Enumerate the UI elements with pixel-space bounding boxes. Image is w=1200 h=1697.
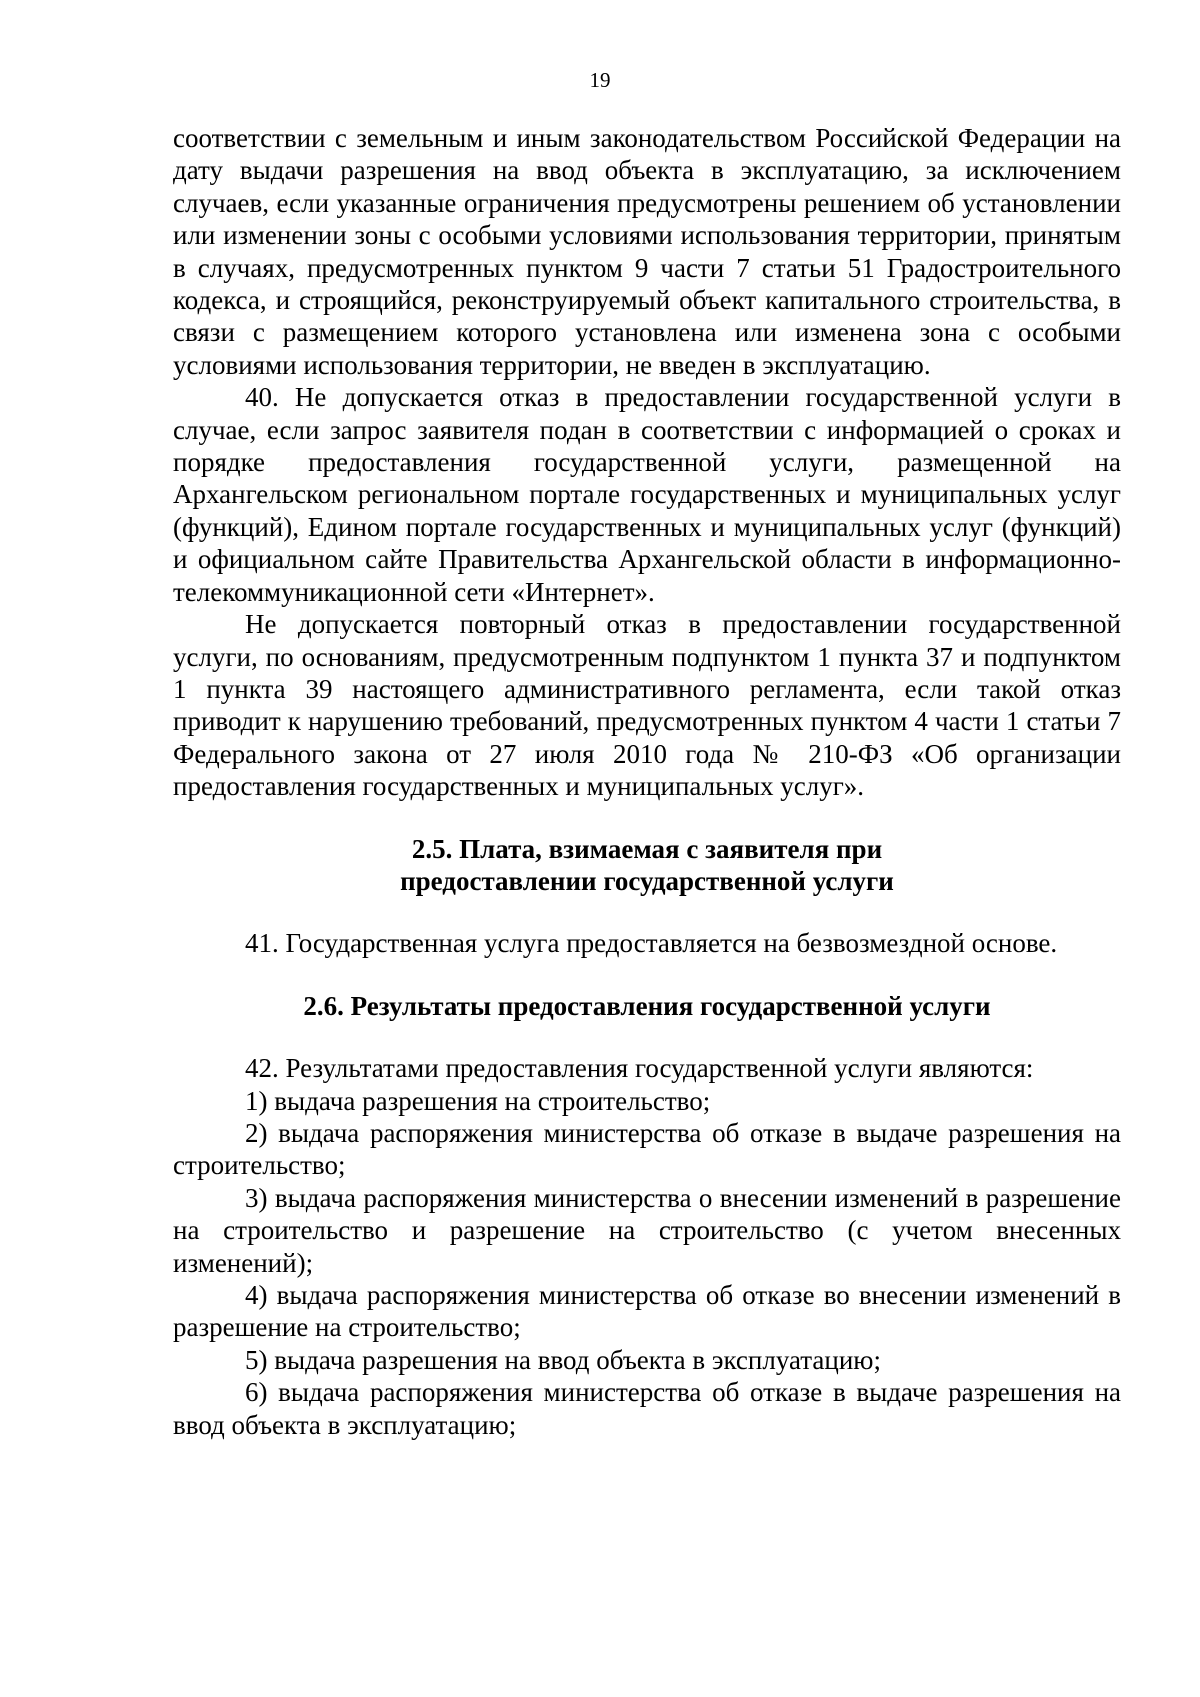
section-2-5-heading <box>173 833 1121 898</box>
paragraph-40-repeat-refusal: Не допускается повторный отказ в предоставлении государственной услуги, по основаниям, предусмотренным подпунктом 1 пункта 37 и подпунктом 1 пункта 39 настоящего административного регламента, если такой отказ приводит к нарушению требований, предусмотренных пунктом 4 части 1 статьи 7 Федерального закона от 27 июля 2010 года № 210-ФЗ «Об организации предоставления государственных и муниципальных услуг». <box>173 609 1121 802</box>
document-body <box>173 122 1121 1441</box>
result-item-5: 5) выдача разрешения на ввод объекта в эксплуатацию; <box>245 1344 881 1375</box>
result-item-1: 1) выдача разрешения на строительство; <box>245 1085 711 1116</box>
paragraph-continuation: соответствии с земельным и иным законодательством Российской Федерации на дату выдачи разрешения на ввод объекта в эксплуатацию, за исключением случаев, если указанные ограничения предусмотрены решением об установлении или изменении зоны с особыми условиями использования территории, принятым в случаях, предусмотренных пунктом 9 части 7 статьи 51 Градостроительного кодекса, и строящийся, реконструируемый объект капитального строительства, в связи с размещением которого установлена или изменена зона с особыми условиями использования территории, не введен в эксплуатацию. <box>173 123 1121 380</box>
result-item-4: 4) выдача распоряжения министерства об отказе во внесении изменений в разрешение на строительство; <box>173 1280 1121 1343</box>
paragraph-42-intro: 42. Результатами предоставления государственной услуги являются: <box>245 1053 1034 1084</box>
result-item-2: 2) выдача распоряжения министерства об отказе в выдаче разрешения на строительство; <box>173 1117 1121 1181</box>
section-2-6-heading: 2.6. Результаты предоставления государственной услуги <box>303 990 991 1021</box>
section-2-5-heading-line-1: 2.5. Плата, взимаемая с заявителя при <box>411 833 883 864</box>
result-item-6: 6) выдача распоряжения министерства об отказе в выдаче разрешения на ввод объекта в эксплуатацию; <box>173 1377 1121 1440</box>
page-number: 19 <box>589 68 611 92</box>
paragraph-41: 41. Государственная услуга предоставляется на безвозмездной основе. <box>245 928 1058 959</box>
section-2-5-heading-line-2: предоставлении государственной услуги <box>400 865 894 896</box>
result-item-3: 3) выдача распоряжения министерства о внесении изменений в разрешение на строительство и разрешение на строительство (с учетом внесенных изменений); <box>173 1182 1121 1278</box>
paragraph-40: 40. Не допускается отказ в предоставлении государственной услуги в случае, если запрос заявителя подан в соответствии с информацией о сроках и порядке предоставления государственной услуги, размещенной на Архангельском региональном портале государственных и муниципальных услуг (функций), Едином портале государственных и муниципальных услуг (функций) и официальном сайте Правительства Архангельской области в информационно-телекоммуникационной сети «Интернет». <box>173 382 1121 607</box>
